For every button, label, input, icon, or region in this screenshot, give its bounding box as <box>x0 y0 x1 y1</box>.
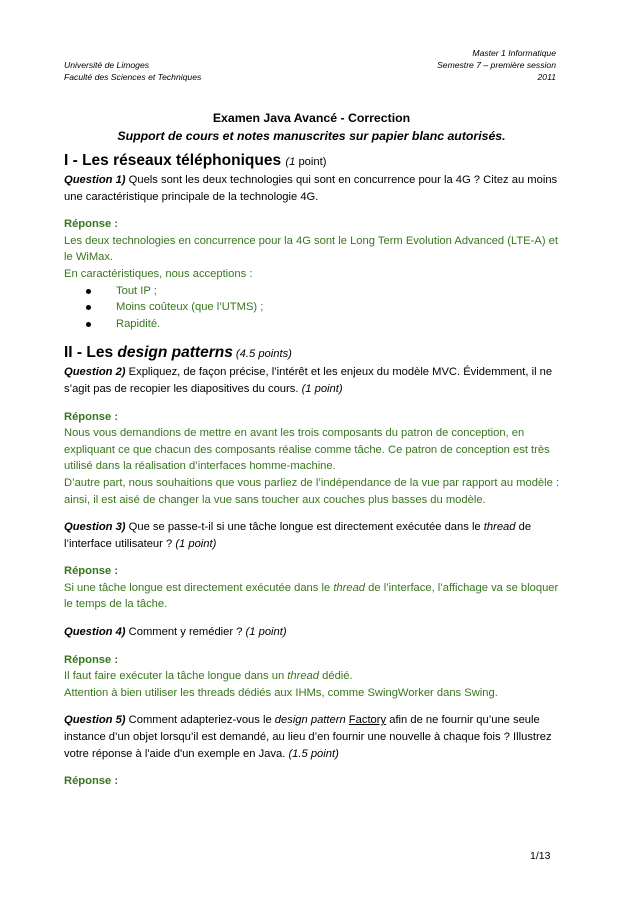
bullet-icon <box>86 305 91 310</box>
page-number: 1/13 <box>530 850 551 862</box>
section-2-points: (4.5 points) <box>232 348 292 361</box>
answer-1-text: Les deux technologies en concurrence pour la 4G sont le Long Term Evolution Advanced (LTE-A) et le WiMax. <box>64 234 558 264</box>
answer-2-para-2: D’autre part, nous souhaitions que vous parliez de l’indépendance de la vue par rapport au modèle : ainsi, il est aisé de changer la vue sans toucher aux couches plus basses du modèle. <box>64 476 560 506</box>
list-item: Rapidité. <box>64 316 564 333</box>
section-1-heading: I - Les réseaux téléphoniques (1 point) <box>64 152 327 169</box>
answer-2-label: Réponse : <box>64 410 119 423</box>
answer-4-line-2: Attention à bien utiliser les threads dédiés aux IHMs, comme SwingWorker dans Swing. <box>64 686 498 699</box>
question-1: Question 1) Quels sont les deux technologies qui sont en concurrence pour la 4G ? Citez au moins une caractéristique principale de la technologie 4G. <box>64 174 558 203</box>
university-name: Université de Limoges <box>64 60 150 70</box>
semester-info: Semestre 7 – première session <box>437 60 556 70</box>
question-5: Question 5) Comment adapteriez-vous le design pattern Factory afin de ne fournir qu’une seule instance d’un objet lorsqu’il est demandé, au lieu d’en fournir une nouvelle à chaque fois ? Illustrez votre réponse à l'aide d'un exemple en Java. (1.5 point) <box>64 714 552 760</box>
title-block <box>64 110 559 145</box>
section-2-heading: II - Les design patterns (4.5 points) <box>64 344 292 362</box>
bullet-icon <box>86 322 91 327</box>
answer-1-list <box>64 283 564 333</box>
answer-1-label: Réponse : <box>64 218 119 231</box>
document-body <box>64 151 564 790</box>
header-right <box>437 47 556 83</box>
exam-subtitle: Support de cours et notes manuscrites sur papier blanc autorisés. <box>117 129 506 143</box>
bullet-icon <box>86 289 91 294</box>
section-1-points: (1 point) <box>285 156 327 168</box>
answer-2-para-1: Nous vous demandions de mettre en avant les trois composants du patron de conception, en expliquant ce que chacun des composants réalise comme tâche. Ce patron de conception est très utilisé dans la réalisation d’interfaces homme-machine. <box>64 427 550 473</box>
question-2: Question 2) Expliquez, de façon précise, l’intérêt et les enjeux du modèle MVC. Évidemment, il ne s’agit pas de recopier les diapositives du cours. (1 point) <box>64 366 553 395</box>
answer-3-text: Si une tâche longue est directement exécutée dans le thread de l’interface, l’affichage va se bloquer le temps de la tâche. <box>64 581 559 611</box>
question-4: Question 4) Comment y remédier ? (1 point) <box>64 626 287 639</box>
list-item: Tout IP ; <box>64 283 564 300</box>
exam-title: Examen Java Avancé - Correction <box>212 111 411 125</box>
program-name: Master 1 Informatique <box>472 48 556 58</box>
answer-4-line-1: Il faut faire exécuter la tâche longue dans un thread dédié. <box>64 670 353 683</box>
answer-3-label: Réponse : <box>64 565 119 578</box>
answer-5-label: Réponse : <box>64 775 119 788</box>
list-item: Moins coûteux (que l’UTMS) ; <box>64 299 564 316</box>
header-left <box>64 59 201 83</box>
answer-1-intro: En caractéristiques, nous acceptions : <box>64 267 253 280</box>
faculty-name: Faculté des Sciences et Techniques <box>64 72 202 82</box>
year: 2011 <box>537 72 556 82</box>
question-3: Question 3) Que se passe-t-il si une tâche longue est directement exécutée dans le thread de l’interface utilisateur ? (1 point) <box>64 521 532 550</box>
answer-4-label: Réponse : <box>64 653 119 666</box>
